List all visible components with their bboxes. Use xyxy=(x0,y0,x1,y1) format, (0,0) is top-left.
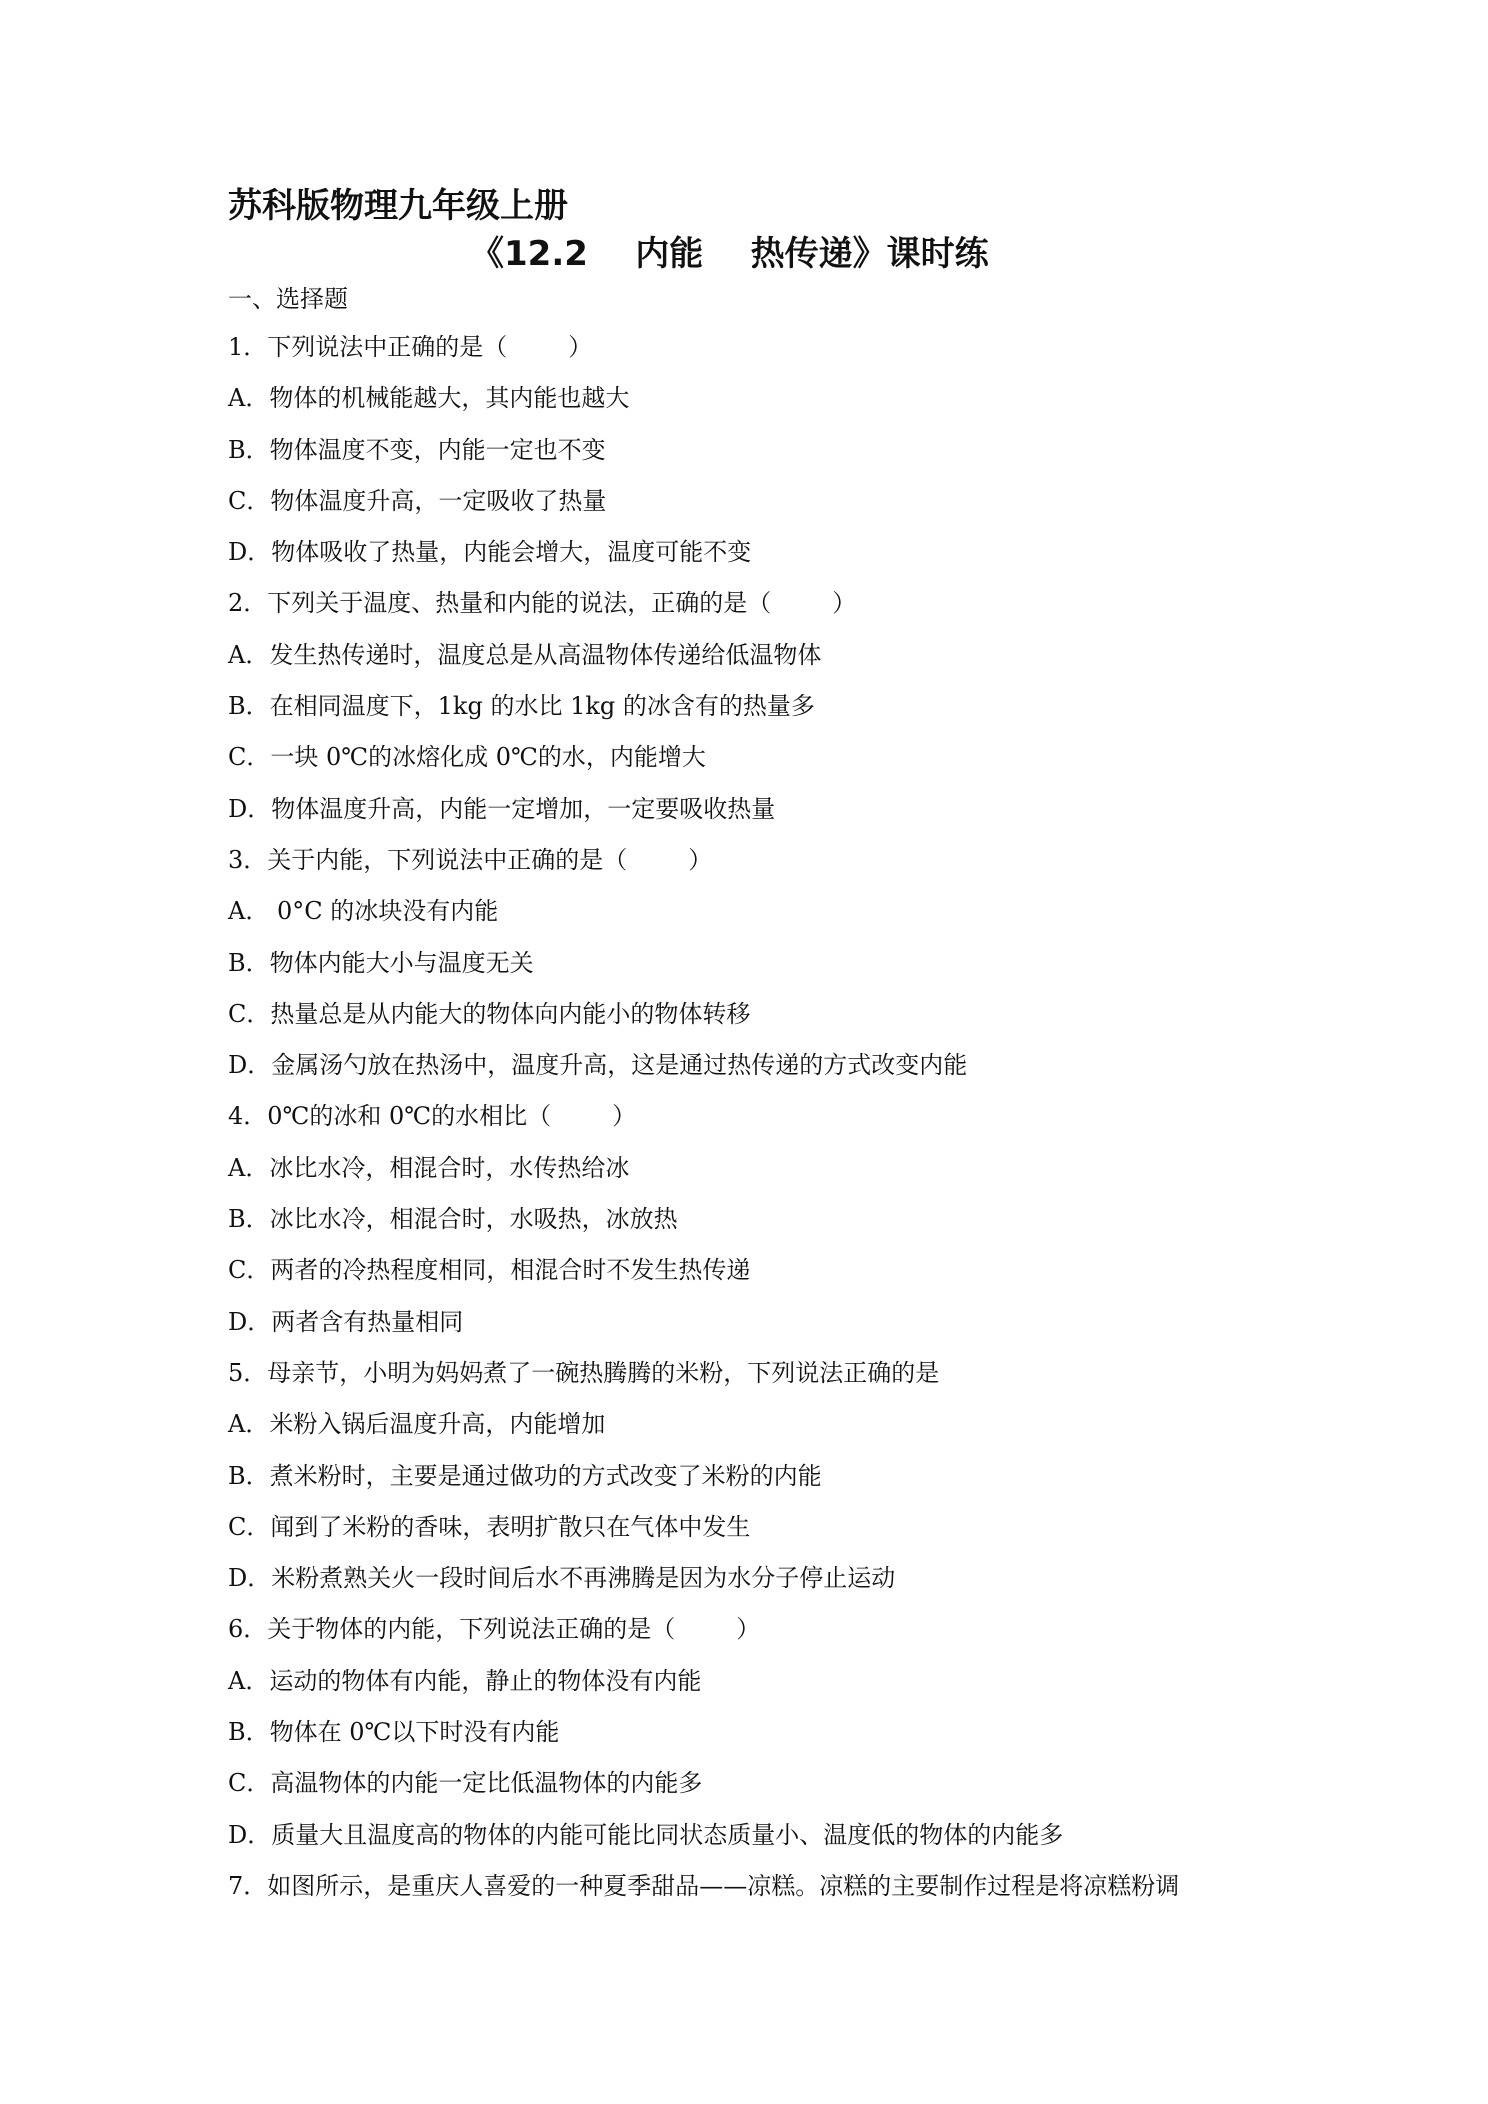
question-stem: 4．0℃的冰和 0℃的水相比（ ） xyxy=(228,1102,637,1131)
answer-option: A．发生热传递时，温度总是从高温物体传递给低温物体 xyxy=(228,640,822,669)
answer-option: B．冰比水冷，相混合时，水吸热，冰放热 xyxy=(228,1205,678,1234)
answer-option: A． 0°C 的冰块没有内能 xyxy=(228,897,499,926)
question-stem: 2．下列关于温度、热量和内能的说法，正确的是（ ） xyxy=(228,589,857,618)
answer-option: A．运动的物体有内能，静止的物体没有内能 xyxy=(228,1666,702,1695)
answer-option: D．米粉煮熟关火一段时间后水不再沸腾是因为水分子停止运动 xyxy=(228,1564,896,1593)
answer-option: C．物体温度升高，一定吸收了热量 xyxy=(228,486,607,515)
question-list xyxy=(228,330,1388,1920)
answer-option: B．煮米粉时，主要是通过做功的方式改变了米粉的内能 xyxy=(228,1461,822,1490)
answer-option: D．质量大且温度高的物体的内能可能比同状态质量小、温度低的物体的内能多 xyxy=(228,1820,1064,1849)
answer-option: A．冰比水冷，相混合时，水传热给冰 xyxy=(228,1153,630,1182)
answer-option: C．高温物体的内能一定比低温物体的内能多 xyxy=(228,1769,703,1798)
answer-option: C．热量总是从内能大的物体向内能小的物体转移 xyxy=(228,999,751,1028)
question-stem: 6．关于物体的内能，下列说法正确的是（ ） xyxy=(228,1615,761,1644)
question-stem: 1．下列说法中正确的是（ ） xyxy=(228,333,593,361)
section-heading: 一、选择题 xyxy=(228,285,348,313)
answer-option: D．物体吸收了热量，内能会增大，温度可能不变 xyxy=(228,538,752,567)
document-title: 苏科版物理九年级上册 xyxy=(228,186,568,226)
answer-option: B．物体温度不变，内能一定也不变 xyxy=(228,435,606,464)
answer-option: C．两者的冷热程度相同，相混合时不发生热传递 xyxy=(228,1256,751,1285)
answer-option: A．物体的机械能越大，其内能也越大 xyxy=(228,384,630,413)
question-stem: 5．母亲节，小明为妈妈煮了一碗热腾腾的米粉，下列说法正确的是 xyxy=(228,1358,940,1387)
answer-option: B．在相同温度下，1kg 的水比 1kg 的冰含有的热量多 xyxy=(228,692,815,721)
question-stem: 7．如图所示，是重庆人喜爱的一种夏季甜品——凉糕。凉糕的主要制作过程是将凉糕粉调 xyxy=(228,1871,1180,1900)
answer-option: D．两者含有热量相同 xyxy=(228,1307,464,1336)
question-stem: 3．关于内能，下列说法中正确的是（ ） xyxy=(228,845,713,874)
answer-option: D．金属汤勺放在热汤中，温度升高，这是通过热传递的方式改变内能 xyxy=(228,1051,968,1080)
answer-option: A．米粉入锅后温度升高，内能增加 xyxy=(228,1410,606,1439)
document-subtitle: 《12.2 内能 热传递》课时练 xyxy=(470,234,989,274)
answer-option: B．物体在 0℃以下时没有内能 xyxy=(228,1718,560,1747)
answer-option: C．闻到了米粉的香味，表明扩散只在气体中发生 xyxy=(228,1512,751,1541)
answer-option: C．一块 0℃的冰熔化成 0℃的水，内能增大 xyxy=(228,743,706,772)
answer-option: D．物体温度升高，内能一定增加，一定要吸收热量 xyxy=(228,794,776,823)
answer-option: B．物体内能大小与温度无关 xyxy=(228,948,534,977)
